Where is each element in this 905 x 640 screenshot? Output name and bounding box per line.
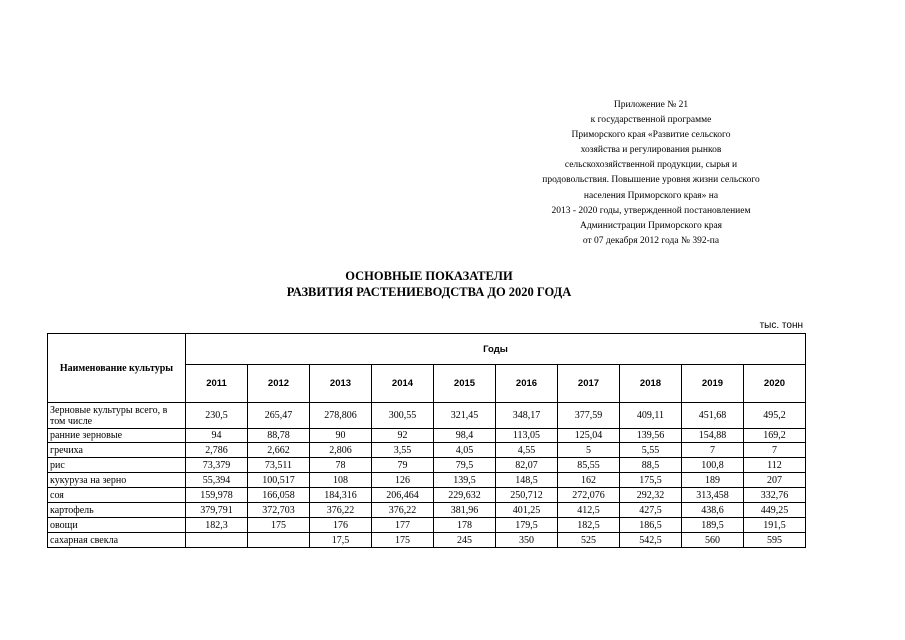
value-cell: 376,22 — [310, 503, 372, 518]
value-cell: 348,17 — [496, 403, 558, 429]
value-cell: 313,458 — [682, 488, 744, 503]
year-header-cell: 2014 — [372, 365, 434, 403]
value-cell: 560 — [682, 533, 744, 548]
crop-name-cell: Зерновые культуры всего, в том числе — [48, 403, 186, 429]
year-header-cell: 2013 — [310, 365, 372, 403]
value-cell: 2,786 — [186, 443, 248, 458]
value-cell: 5 — [558, 443, 620, 458]
value-cell: 525 — [558, 533, 620, 548]
value-cell: 5,55 — [620, 443, 682, 458]
document-title — [229, 268, 629, 300]
value-cell: 300,55 — [372, 403, 434, 429]
value-cell: 175,5 — [620, 473, 682, 488]
value-cell: 148,5 — [496, 473, 558, 488]
value-cell: 85,55 — [558, 458, 620, 473]
value-cell: 17,5 — [310, 533, 372, 548]
value-cell: 401,25 — [496, 503, 558, 518]
crop-name-header: Наименование культуры — [48, 334, 186, 403]
appendix-line: 2013 - 2020 годы, утвержденной постановлением — [551, 205, 751, 216]
table-row — [48, 458, 806, 473]
value-cell: 372,703 — [248, 503, 310, 518]
value-cell: 94 — [186, 429, 248, 443]
value-cell: 376,22 — [372, 503, 434, 518]
units-label: тыс. тонн — [759, 320, 803, 331]
value-cell: 321,45 — [434, 403, 496, 429]
value-cell: 449,25 — [744, 503, 806, 518]
value-cell: 169,2 — [744, 429, 806, 443]
value-cell: 178 — [434, 518, 496, 533]
table-row — [48, 403, 806, 429]
value-cell: 495,2 — [744, 403, 806, 429]
appendix-line: Приморского края «Развитие сельского — [571, 130, 731, 141]
crop-name-cell: рис — [48, 458, 186, 473]
crop-name-cell: сахарная свекла — [48, 533, 186, 548]
value-cell: 451,68 — [682, 403, 744, 429]
year-header-cell: 2019 — [682, 365, 744, 403]
year-header-cell: 2015 — [434, 365, 496, 403]
crop-name-cell: картофель — [48, 503, 186, 518]
value-cell: 175 — [248, 518, 310, 533]
value-cell: 272,076 — [558, 488, 620, 503]
value-cell: 98,4 — [434, 429, 496, 443]
title-line: РАЗВИТИЯ РАСТЕНИЕВОДСТВА ДО 2020 ГОДА — [286, 285, 572, 299]
appendix-line: продовольствия. Повышение уровня жизни сельского — [542, 175, 760, 186]
value-cell: 100,517 — [248, 473, 310, 488]
crop-name-cell: ранние зерновые — [48, 429, 186, 443]
crop-name-cell: овощи — [48, 518, 186, 533]
value-cell: 292,32 — [620, 488, 682, 503]
value-cell: 409,11 — [620, 403, 682, 429]
value-cell: 139,56 — [620, 429, 682, 443]
value-cell: 2,662 — [248, 443, 310, 458]
appendix-line: населения Приморского края» на — [583, 190, 719, 201]
appendix-line: Приложение № 21 — [613, 100, 689, 110]
value-cell: 4,55 — [496, 443, 558, 458]
year-header-cell: 2017 — [558, 365, 620, 403]
years-header: Годы — [186, 334, 806, 365]
appendix-line: Администрации Приморского края — [579, 220, 723, 231]
value-cell: 265,47 — [248, 403, 310, 429]
value-cell: 73,511 — [248, 458, 310, 473]
value-cell: 350 — [496, 533, 558, 548]
value-cell: 73,379 — [186, 458, 248, 473]
appendix-line: к государственной программе — [590, 115, 712, 126]
value-cell: 7 — [744, 443, 806, 458]
table-row — [48, 488, 806, 503]
value-cell: 126 — [372, 473, 434, 488]
value-cell: 229,632 — [434, 488, 496, 503]
value-cell: 381,96 — [434, 503, 496, 518]
value-cell: 179,5 — [496, 518, 558, 533]
table-row — [48, 473, 806, 488]
value-cell: 245 — [434, 533, 496, 548]
table-row — [48, 518, 806, 533]
value-cell: 191,5 — [744, 518, 806, 533]
value-cell: 79,5 — [434, 458, 496, 473]
value-cell: 189,5 — [682, 518, 744, 533]
crop-name-cell: кукуруза на зерно — [48, 473, 186, 488]
value-cell: 182,5 — [558, 518, 620, 533]
value-cell: 379,791 — [186, 503, 248, 518]
crop-production-table — [47, 333, 806, 548]
value-cell: 139,5 — [434, 473, 496, 488]
value-cell: 230,5 — [186, 403, 248, 429]
appendix-line: от 07 декабря 2012 года № 392-па — [582, 235, 720, 246]
value-cell: 412,5 — [558, 503, 620, 518]
value-cell: 542,5 — [620, 533, 682, 548]
value-cell: 2,806 — [310, 443, 372, 458]
value-cell: 176 — [310, 518, 372, 533]
value-cell: 189 — [682, 473, 744, 488]
value-cell: 108 — [310, 473, 372, 488]
appendix-line: хозяйства и регулирования рынков — [580, 145, 722, 156]
value-cell: 88,78 — [248, 429, 310, 443]
value-cell: 4,05 — [434, 443, 496, 458]
value-cell: 90 — [310, 429, 372, 443]
value-cell: 206,464 — [372, 488, 434, 503]
crop-name-cell: гречиха — [48, 443, 186, 458]
value-cell: 377,59 — [558, 403, 620, 429]
table-row — [48, 533, 806, 548]
value-cell: 3,55 — [372, 443, 434, 458]
value-cell: 278,806 — [310, 403, 372, 429]
crop-name-cell: соя — [48, 488, 186, 503]
appendix-note — [520, 98, 782, 249]
value-cell: 175 — [372, 533, 434, 548]
value-cell: 207 — [744, 473, 806, 488]
appendix-line: сельскохозяйственной продукции, сырья и — [564, 160, 738, 171]
value-cell: 162 — [558, 473, 620, 488]
value-cell: 100,8 — [682, 458, 744, 473]
value-cell: 7 — [682, 443, 744, 458]
year-header-cell: 2012 — [248, 365, 310, 403]
value-cell: 88,5 — [620, 458, 682, 473]
title-line: ОСНОВНЫЕ ПОКАЗАТЕЛИ — [345, 269, 513, 283]
value-cell: 154,88 — [682, 429, 744, 443]
value-cell: 112 — [744, 458, 806, 473]
value-cell: 177 — [372, 518, 434, 533]
value-cell: 55,394 — [186, 473, 248, 488]
year-header-cell: 2011 — [186, 365, 248, 403]
value-cell — [186, 533, 248, 548]
table-row — [48, 503, 806, 518]
value-cell: 427,5 — [620, 503, 682, 518]
table-row — [48, 443, 806, 458]
value-cell: 79 — [372, 458, 434, 473]
value-cell: 113,05 — [496, 429, 558, 443]
value-cell: 250,712 — [496, 488, 558, 503]
year-header-cell: 2018 — [620, 365, 682, 403]
value-cell: 438,6 — [682, 503, 744, 518]
value-cell: 182,3 — [186, 518, 248, 533]
value-cell: 184,316 — [310, 488, 372, 503]
value-cell: 82,07 — [496, 458, 558, 473]
value-cell: 125,04 — [558, 429, 620, 443]
value-cell — [248, 533, 310, 548]
value-cell: 159,978 — [186, 488, 248, 503]
value-cell: 92 — [372, 429, 434, 443]
value-cell: 595 — [744, 533, 806, 548]
table-row — [48, 429, 806, 443]
value-cell: 332,76 — [744, 488, 806, 503]
year-header-cell: 2020 — [744, 365, 806, 403]
value-cell: 186,5 — [620, 518, 682, 533]
value-cell: 166,058 — [248, 488, 310, 503]
value-cell: 78 — [310, 458, 372, 473]
year-header-cell: 2016 — [496, 365, 558, 403]
